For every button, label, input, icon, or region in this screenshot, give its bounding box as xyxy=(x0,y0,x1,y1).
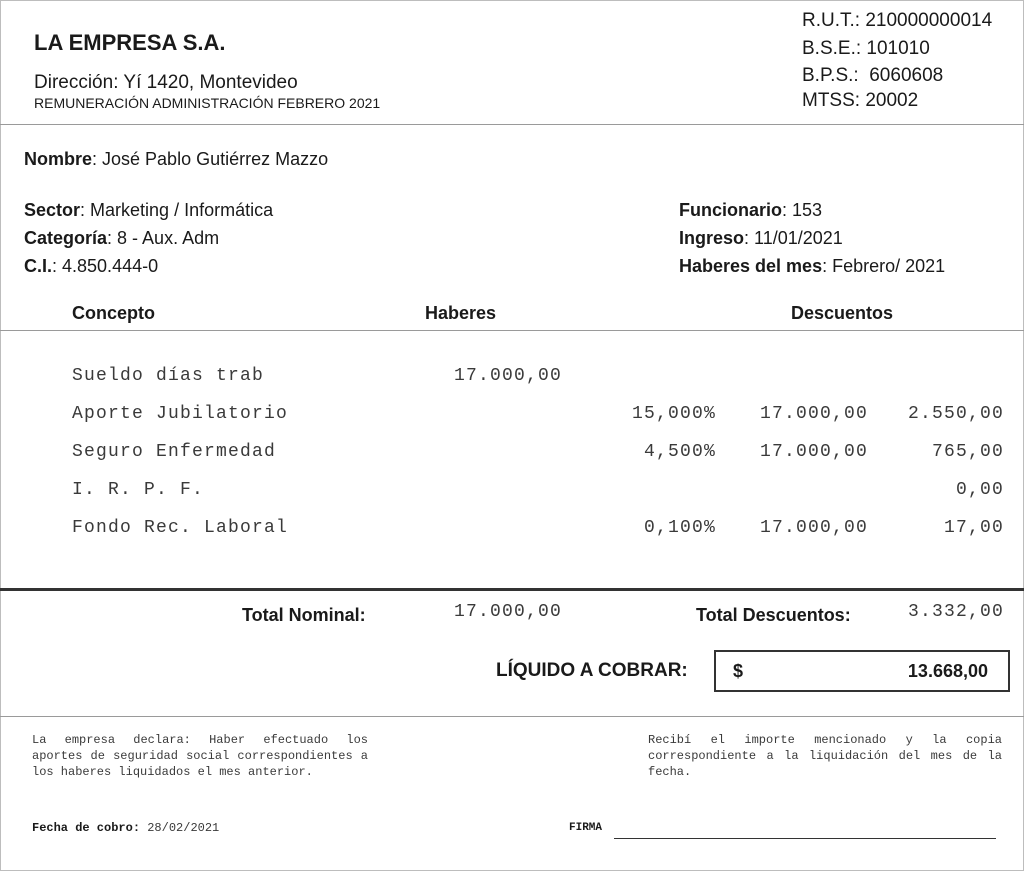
employee-id: Funcionario: 153 xyxy=(679,200,823,220)
totals-divider xyxy=(0,588,1024,591)
row-concepto: Aporte Jubilatorio xyxy=(72,404,289,424)
company-bse: B.S.E.: 101010 xyxy=(802,38,930,59)
employee-declaration: Recibí el importe mencionado y la copia correspondiente a la liquidación del mes de la fecha. xyxy=(648,733,1002,779)
row-descuento: 765,00 xyxy=(931,442,1004,462)
row-concepto: Fondo Rec. Laboral xyxy=(72,518,289,538)
row-descuento: 2.550,00 xyxy=(907,404,1004,424)
footer-divider xyxy=(0,716,1024,717)
column-header-haberes: Haberes xyxy=(425,303,497,323)
employee-category: Categoría: 8 - Aux. Adm xyxy=(24,228,220,248)
currency-symbol: $ xyxy=(733,661,744,681)
row-base-amount: 17.000,00 xyxy=(759,518,868,538)
row-concepto: I. R. P. F. xyxy=(72,480,205,500)
employee-ci: C.I.: 4.850.444-0 xyxy=(24,256,159,276)
company-address: Dirección: Yí 1420, Montevideo xyxy=(34,72,298,93)
row-percentage: 15,000% xyxy=(631,404,716,424)
employee-sector: Sector: Marketing / Informática xyxy=(24,200,274,220)
row-descuento: 0,00 xyxy=(955,480,1004,500)
row-base-amount: 17.000,00 xyxy=(759,404,868,424)
employee-start-date: Ingreso: 11/01/2021 xyxy=(679,228,843,248)
net-pay-box xyxy=(714,650,1010,692)
signature-label: FIRMA xyxy=(569,822,603,834)
header-divider xyxy=(0,124,1024,125)
row-base-amount: 17.000,00 xyxy=(759,442,868,462)
total-descuentos-value: 3.332,00 xyxy=(907,602,1004,622)
table-header-divider xyxy=(0,330,1024,331)
company-declaration: La empresa declara: Haber efectuado los aportes de seguridad social correspondientes a los haberes liquidados el mes anterior. xyxy=(32,733,368,779)
total-descuentos-label: Total Descuentos: xyxy=(696,605,851,625)
employee-name: Nombre: José Pablo Gutiérrez Mazzo xyxy=(24,149,329,169)
column-header-descuentos: Descuentos xyxy=(791,303,894,323)
company-bps: B.P.S.: 6060608 xyxy=(802,65,944,86)
row-haberes: 17.000,00 xyxy=(453,366,562,386)
row-concepto: Seguro Enfermedad xyxy=(72,442,277,462)
row-concepto: Sueldo días trab xyxy=(72,366,265,386)
payment-date: Fecha de cobro: 28/02/2021 xyxy=(32,821,220,835)
total-nominal-label: Total Nominal: xyxy=(242,605,366,625)
net-pay-value: 13.668,00 xyxy=(907,661,988,681)
column-header-concepto: Concepto xyxy=(72,303,155,323)
net-pay-label: LÍQUIDO A COBRAR: xyxy=(496,660,688,681)
company-rut: R.U.T.: 210000000014 xyxy=(802,10,993,31)
payroll-subtitle: REMUNERACIÓN ADMINISTRACIÓN FEBRERO 2021 xyxy=(34,95,381,111)
pay-period: Haberes del mes: Febrero/ 2021 xyxy=(679,256,946,276)
signature-line xyxy=(614,838,996,839)
company-mtss: MTSS: 20002 xyxy=(802,90,919,111)
row-percentage: 0,100% xyxy=(643,518,716,538)
row-descuento: 17,00 xyxy=(943,518,1004,538)
total-nominal-value: 17.000,00 xyxy=(453,602,562,622)
row-percentage: 4,500% xyxy=(643,442,716,462)
company-name: LA EMPRESA S.A. xyxy=(34,30,226,55)
